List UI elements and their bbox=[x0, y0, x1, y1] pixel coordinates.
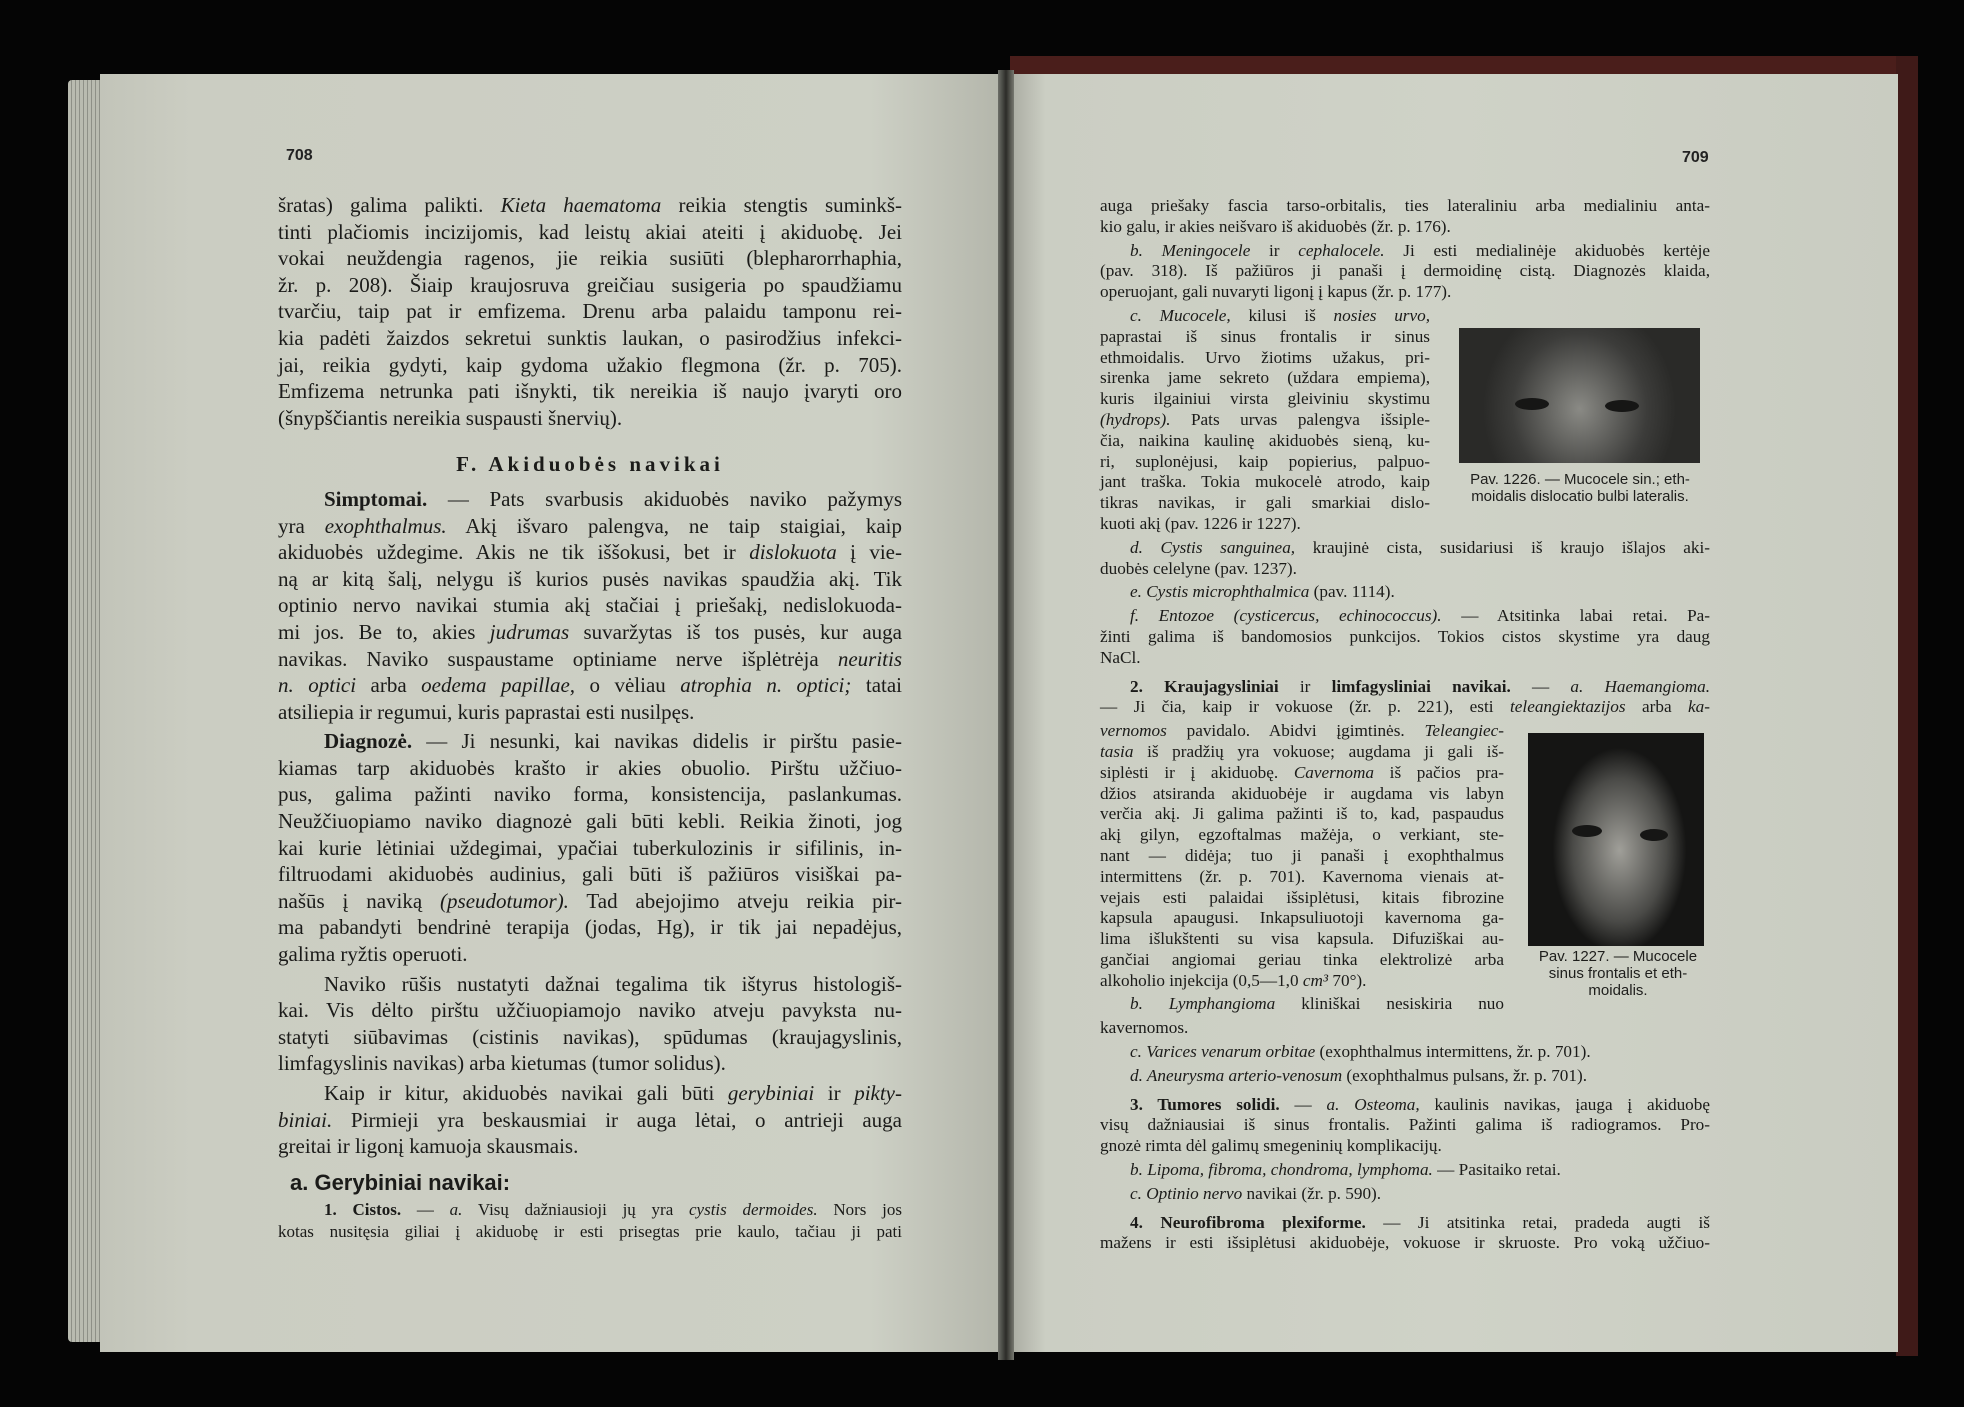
paragraph bbox=[1100, 1095, 1710, 1157]
text-run: intermittens (žr. p. 701). Kavernoma vienais at- bbox=[1100, 866, 1504, 886]
paragraph bbox=[278, 1080, 902, 1160]
text-line bbox=[1100, 1233, 1710, 1254]
italic-term: Teleangiec- bbox=[1424, 721, 1504, 741]
text-line bbox=[1100, 559, 1710, 580]
text-line bbox=[278, 1080, 902, 1107]
paragraph bbox=[1100, 582, 1710, 603]
italic-term: (hydrops). bbox=[1100, 409, 1171, 429]
text-run: kaulinis navikas, įauga į akiduobę bbox=[1419, 1094, 1710, 1114]
text-line bbox=[278, 971, 902, 998]
section-paragraphs bbox=[278, 486, 902, 1160]
text-run: auga priešaky fascia tarso-orbitalis, ties lateraliniu arba medialiniu anta- bbox=[1100, 196, 1710, 215]
text-line bbox=[1100, 327, 1430, 348]
text-run: Akį išvaro palengva, ne taip staigiai, kaip bbox=[446, 513, 902, 538]
text-run: pavidalo. Abidvi įgimtinės. bbox=[1166, 721, 1425, 741]
bold-term: 1. Cistos. bbox=[324, 1200, 402, 1220]
italic-term: tasia bbox=[1100, 741, 1134, 761]
figure-1227-caption bbox=[1522, 948, 1714, 999]
text-run: ir bbox=[1250, 240, 1299, 260]
paragraph bbox=[1100, 677, 1710, 719]
text-run: — Ji atsitinka retai, pradeda augti iš bbox=[1365, 1212, 1710, 1232]
text-line bbox=[278, 1050, 902, 1077]
text-run: NaCl. bbox=[1100, 647, 1141, 667]
italic-term: cephalocele. bbox=[1298, 240, 1385, 260]
text-line bbox=[278, 888, 902, 915]
text-line bbox=[278, 728, 902, 755]
paragraph bbox=[1100, 1066, 1710, 1087]
text-line bbox=[1100, 1018, 1710, 1039]
italic-term: b. Lipoma, fibroma, chondroma, lymphoma. bbox=[1130, 1160, 1433, 1180]
text-run: statyti siūbavimas (cistinis navikas), spūdumas (kraujagyslinis, bbox=[278, 1024, 902, 1049]
text-line bbox=[278, 755, 902, 782]
italic-term: (pseudotumor). bbox=[440, 888, 569, 913]
text-line bbox=[278, 486, 902, 513]
text-run: jai, reikia gydyti, kaip gydoma užakio flegmona (žr. p. 705). bbox=[278, 352, 902, 377]
text-run: Ji esti medialinėje akiduobės kertėje bbox=[1384, 240, 1711, 260]
paragraph bbox=[278, 728, 902, 967]
text-line bbox=[1100, 1136, 1710, 1157]
text-run: jant traška. Tokia mukocelė atrodo, kaip bbox=[1100, 472, 1430, 492]
paragraph bbox=[1100, 306, 1430, 535]
text-line bbox=[1100, 1213, 1710, 1234]
left-text-column bbox=[278, 189, 902, 1242]
text-block bbox=[1100, 1018, 1710, 1254]
text-line bbox=[1100, 846, 1504, 867]
paragraph bbox=[278, 1199, 902, 1242]
cavernoma-text-block bbox=[1100, 721, 1504, 1015]
paragraph bbox=[1100, 196, 1710, 238]
text-line bbox=[278, 861, 902, 888]
italic-term: dislokuota bbox=[749, 540, 837, 565]
text-run: mažens ir esti išsiplėtusi akiduobėje, vokuose ir skruoste. Pro voką užčiuo- bbox=[1100, 1233, 1710, 1253]
text-run: ri, suplonėjusi, kaip popierius, palpuo- bbox=[1100, 451, 1430, 471]
text-run: — Ji čia, kaip ir vokuose (žr. p. 221), esti bbox=[1100, 697, 1511, 717]
text-run: mi jos. Be to, akies bbox=[278, 619, 490, 644]
text-run: ma pabandyti bendrinė terapija (jodas, Hg), ir tik jai nepadėjus, bbox=[278, 915, 902, 940]
italic-term: n. optici bbox=[278, 673, 357, 698]
text-line bbox=[278, 405, 902, 432]
text-line bbox=[278, 245, 902, 272]
italic-term: exophthalmus. bbox=[324, 513, 447, 538]
text-line bbox=[1100, 493, 1430, 514]
text-run: į vie- bbox=[836, 540, 902, 565]
paragraph bbox=[1100, 1184, 1710, 1205]
text-line bbox=[278, 997, 902, 1024]
paragraph bbox=[1100, 1042, 1710, 1063]
text-line bbox=[1100, 804, 1504, 825]
text-run: — Pats svarbusis akiduobės naviko pažymys bbox=[427, 486, 902, 511]
italic-term: b. Meningocele bbox=[1130, 240, 1251, 260]
text-line bbox=[278, 219, 902, 246]
book-gutter bbox=[998, 70, 1014, 1360]
text-line bbox=[1100, 1042, 1710, 1063]
text-line bbox=[278, 619, 902, 646]
italic-term: judrumas bbox=[489, 619, 570, 644]
text-line bbox=[1100, 648, 1710, 669]
italic-term: Kieta haematoma bbox=[500, 193, 662, 217]
text-run: duobės celelyne (pav. 1237). bbox=[1100, 558, 1297, 578]
text-run: iš pačios pra- bbox=[1374, 762, 1504, 782]
page-number-right: 709 bbox=[1682, 149, 1709, 166]
text-run: (exophthalmus pulsans, žr. p. 701). bbox=[1342, 1065, 1587, 1085]
text-line bbox=[1100, 431, 1430, 452]
text-line bbox=[278, 914, 902, 941]
text-line bbox=[1100, 867, 1504, 888]
paragraph bbox=[1100, 1160, 1710, 1181]
text-run: kai. Vis dėlto pirštu užčiuopiamojo naviko atveju pavyksta nu- bbox=[278, 998, 902, 1023]
text-line bbox=[1100, 908, 1504, 929]
text-run: visų dažniausiai iš sinus frontalis. Pažinti galima iš radiogramos. Pro- bbox=[1100, 1115, 1710, 1135]
text-run: kuoti akį (pav. 1226 ir 1227). bbox=[1100, 513, 1301, 533]
text-line bbox=[1100, 606, 1710, 627]
text-run: arba bbox=[1625, 697, 1689, 717]
text-run: limfagyslinis navikas) arba kietumas (tumor solidus). bbox=[278, 1051, 726, 1076]
text-line bbox=[1100, 627, 1710, 648]
text-run: nant — didėja; tuo ji panaši į exophthalmus bbox=[1100, 845, 1504, 865]
paragraph bbox=[1100, 538, 1710, 580]
figure-1227-photo bbox=[1528, 733, 1704, 946]
text-run: siplėsti ir į akiduobę. bbox=[1100, 762, 1294, 782]
text-run: Pats urvas palengva išsiple- bbox=[1170, 409, 1430, 429]
text-line bbox=[1100, 971, 1504, 992]
section-heading: F. Akiduobės navikai bbox=[456, 452, 724, 477]
text-run: gnozė rimta dėl galimų smegeninių komplikacijų. bbox=[1100, 1136, 1442, 1156]
text-run: atsiliepia ir regumui, kuris paprastai esti nusilpęs. bbox=[278, 699, 695, 724]
bold-term: Diagnozė. bbox=[324, 729, 413, 754]
text-run: ethmoidalis. Urvo žiotims užakus, pri- bbox=[1100, 347, 1430, 367]
italic-term: b. Lymphangioma bbox=[1130, 994, 1276, 1014]
italic-term: cystis dermoides. bbox=[689, 1200, 818, 1220]
text-line bbox=[1100, 784, 1504, 805]
text-run: navikas. Naviko suspaustame optiniame nerve išplėtrėja bbox=[278, 646, 838, 671]
paragraph bbox=[1100, 994, 1504, 1015]
italic-term: c. Optinio nervo bbox=[1130, 1183, 1243, 1203]
text-run: pus, galima pažinti naviko forma, konsistencija, paslankumas. bbox=[278, 782, 902, 807]
intro-paragraphs bbox=[278, 192, 902, 431]
text-run: navikai (žr. p. 590). bbox=[1242, 1183, 1382, 1203]
bold-term: Simptomai. bbox=[324, 486, 428, 511]
text-line bbox=[1100, 1115, 1710, 1136]
text-run: kiamas tarp akiduobės krašto ir akies obuolio. Pirštu užčiuo- bbox=[278, 755, 902, 780]
text-run: tvarčiu, taip pat ir emfizema. Drenu arba palaidu tamponu rei- bbox=[278, 299, 902, 324]
paragraph bbox=[1100, 1213, 1710, 1255]
text-run: 70°). bbox=[1328, 970, 1367, 990]
italic-term: gerybiniai bbox=[727, 1081, 815, 1105]
text-line bbox=[1100, 261, 1710, 282]
paragraph bbox=[1100, 241, 1710, 303]
paragraph bbox=[1100, 1018, 1710, 1039]
text-line bbox=[1100, 582, 1710, 603]
text-line bbox=[278, 941, 902, 968]
text-run: iš pradžių yra vokuose; augdama ji gali iš- bbox=[1133, 741, 1504, 761]
italic-term: f. Entozoe (cysticercus, echinococcus). bbox=[1130, 606, 1442, 626]
subheading: a. Gerybiniai navikai: bbox=[290, 1169, 511, 1195]
italic-term: a. Osteoma, bbox=[1326, 1094, 1420, 1114]
text-run: filtruodami akiduobės audinius, gali būti iš pažiūros visiškai pa- bbox=[278, 862, 902, 887]
text-line bbox=[278, 672, 902, 699]
text-line bbox=[278, 1107, 902, 1134]
text-line bbox=[278, 352, 902, 379]
caption-line: sinus frontalis et eth- bbox=[1548, 965, 1688, 982]
text-run: — bbox=[1279, 1094, 1327, 1114]
bold-term: 2. Kraujagysliniai bbox=[1130, 676, 1279, 696]
text-line bbox=[278, 566, 902, 593]
italic-term: teleangiektazijos bbox=[1510, 697, 1626, 717]
text-line bbox=[278, 592, 902, 619]
italic-term: c. Varices venarum orbitae bbox=[1130, 1042, 1316, 1062]
text-run: verčia akį. Ji galima pažinti iš to, kad, paspaudus bbox=[1100, 804, 1504, 824]
text-run: — Ji nesunki, kai navikas didelis ir pirštu pasie- bbox=[412, 729, 902, 754]
text-run: Tad abejojimo atveju reikia pir- bbox=[568, 888, 902, 913]
italic-term: a. Haemangioma. bbox=[1570, 676, 1711, 696]
text-run: reikia stengtis suminkš- bbox=[661, 193, 903, 217]
text-run: šratas) galima palikti. bbox=[278, 193, 501, 217]
cysts-paragraph bbox=[278, 1199, 902, 1242]
text-run: kio galu, ir akies neišvaro iš akiduobės (žr. p. 176). bbox=[1100, 216, 1451, 236]
bold-term: 4. Neurofibroma plexiforme. bbox=[1130, 1212, 1366, 1232]
eye-mark bbox=[1640, 829, 1668, 841]
text-run: kraujinė cista, susidariusi iš kraujo išlajos aki- bbox=[1295, 537, 1710, 557]
text-run: alkoholio injekcija (0,5—1,0 bbox=[1100, 970, 1303, 990]
text-line bbox=[1100, 888, 1504, 909]
text-line bbox=[1100, 348, 1430, 369]
text-line bbox=[1100, 514, 1430, 535]
italic-term: ka- bbox=[1688, 697, 1710, 717]
text-line bbox=[278, 272, 902, 299]
text-run: kuris ilgainiui virsta gleiviniu skystimu bbox=[1100, 389, 1430, 409]
paragraph bbox=[1100, 606, 1710, 668]
text-run: arba bbox=[356, 673, 422, 698]
text-run: vokai neuždengia ragenos, jie reikia susiūti (blepharorrhaphia, bbox=[278, 246, 902, 271]
text-line bbox=[1100, 1095, 1710, 1116]
text-run: akį gilyn, egzoftalmas mažėja, o verkiant, ste- bbox=[1100, 825, 1504, 845]
paragraph bbox=[278, 192, 902, 431]
caption-line: moidalis. bbox=[1588, 982, 1648, 999]
paragraph bbox=[278, 971, 902, 1077]
italic-term: d. Cystis sanguinea, bbox=[1130, 537, 1296, 557]
text-line bbox=[278, 539, 902, 566]
italic-term: d. Aneurysma arterio-venosum bbox=[1130, 1065, 1343, 1085]
text-line bbox=[1100, 538, 1710, 559]
text-line bbox=[1100, 697, 1710, 718]
italic-term: oedema papillae, bbox=[421, 673, 576, 698]
text-line bbox=[278, 298, 902, 325]
text-line bbox=[1100, 389, 1430, 410]
text-line bbox=[278, 1221, 902, 1243]
text-line bbox=[278, 513, 902, 540]
figure-1226-photo bbox=[1459, 328, 1700, 463]
text-run: — bbox=[1510, 676, 1571, 696]
bold-term: limfagysliniai navikai. bbox=[1331, 676, 1511, 696]
text-run: kotas nusitęsia giliai į akiduobę ir esti prisegtas prie kaulo, tačiau ji pati bbox=[278, 1221, 902, 1241]
text-line bbox=[1100, 368, 1430, 389]
text-line bbox=[1100, 825, 1504, 846]
text-line bbox=[1100, 721, 1504, 742]
text-run: tatai bbox=[851, 673, 902, 698]
text-run: ir bbox=[814, 1081, 855, 1105]
text-run: džios atsiranda akiduobėje ir augdama vis labyn bbox=[1100, 783, 1504, 803]
text-run: operuojant, gali nuvaryti ligonį į kapus (žr. p. 177). bbox=[1100, 282, 1452, 302]
text-line bbox=[1100, 994, 1504, 1015]
text-run: (exophthalmus intermittens, žr. p. 701). bbox=[1315, 1042, 1591, 1062]
text-run: žinti galima iš bandomosios punkcijos. Tokios cistos skystime yra daug bbox=[1100, 626, 1710, 646]
text-line bbox=[278, 1199, 902, 1221]
text-line bbox=[1100, 241, 1710, 262]
text-run: Visų dažniausioji jų yra bbox=[462, 1200, 689, 1220]
book-cover-right bbox=[1896, 56, 1918, 1356]
italic-term: nosies urvo, bbox=[1333, 305, 1430, 325]
text-run: Kaip ir kitur, akiduobės navikai gali būti bbox=[324, 1081, 728, 1105]
text-run: našūs į naviką bbox=[278, 888, 441, 913]
text-run: yra bbox=[278, 513, 325, 538]
text-line bbox=[1100, 452, 1430, 473]
text-run: gančiai angiomai geriau tinka elektrolizė arba bbox=[1100, 949, 1504, 969]
eye-mark bbox=[1572, 825, 1602, 837]
text-run: kapsula apaugusi. Inkapsuliuotoji kavernoma ga- bbox=[1100, 908, 1504, 928]
caption-line: Pav. 1227. — Mucocele bbox=[1538, 948, 1698, 965]
italic-term: neuritis bbox=[837, 646, 902, 671]
text-run: kliniškai nesiskiria nuo bbox=[1275, 994, 1504, 1014]
italic-term: pikty- bbox=[854, 1081, 902, 1105]
text-run: kavernomos. bbox=[1100, 1018, 1189, 1038]
text-run: žr. p. 208). Šiaip kraujosruva greičiau susigeria po spaudžiamu bbox=[278, 272, 902, 297]
text-run: Naviko rūšis nustatyti dažnai tegalima tik ištyrus histologiš- bbox=[324, 971, 902, 996]
text-run: lima išlukštenti su visa kapsula. Difuziškai au- bbox=[1100, 929, 1504, 949]
text-run: Emfizema netrunka pati išnykti, tik nereikia iš naujo įvaryti oro bbox=[278, 379, 902, 404]
text-run: sirenka jame sekreto (uždara empiema), bbox=[1100, 368, 1430, 388]
text-run: akiduobės uždegime. Akis ne tik iššokusi, bet ir bbox=[278, 540, 750, 565]
text-block bbox=[1100, 538, 1710, 718]
text-line bbox=[1100, 410, 1430, 431]
text-run: ir bbox=[1278, 676, 1332, 696]
text-run: tikras navikas, ir gali smarkiai dislo- bbox=[1100, 493, 1430, 513]
text-line bbox=[1100, 742, 1504, 763]
text-run: Pirmieji yra beskausmiai ir auga lėtai, o antrieji auga bbox=[332, 1107, 902, 1132]
text-run: suvaržytas iš tos pusės, kur auga bbox=[569, 619, 902, 644]
text-run: — Pasitaiko retai. bbox=[1432, 1160, 1561, 1180]
text-line bbox=[278, 192, 902, 219]
text-run: — Atsitinka labai retai. Pa- bbox=[1441, 606, 1710, 626]
text-run: kilusi iš bbox=[1230, 305, 1334, 325]
text-run: kia padėti žaizdos sekretui sunktis laukan, o pasirodžius infekci- bbox=[278, 325, 902, 350]
text-block bbox=[1100, 196, 1710, 303]
text-run: paprastai iš sinus frontalis ir sinus bbox=[1100, 326, 1430, 346]
text-line bbox=[1100, 472, 1430, 493]
figure-1226-caption bbox=[1448, 471, 1712, 505]
text-line bbox=[1100, 1160, 1710, 1181]
paragraph bbox=[1100, 721, 1504, 991]
caption-line: Pav. 1226. — Mucocele sin.; eth- bbox=[1470, 471, 1690, 488]
text-run: vejais esti palaidai išsiplėtusi, kitais fibrozine bbox=[1100, 887, 1504, 907]
text-line bbox=[1100, 306, 1430, 327]
text-line bbox=[1100, 950, 1504, 971]
text-run: tinti plačiomis incizijomis, kad leistų akiai ateiti į akiduobę. Jei bbox=[278, 219, 902, 244]
text-line bbox=[1100, 677, 1710, 698]
text-line bbox=[1100, 217, 1710, 238]
italic-term: vernomos bbox=[1100, 721, 1167, 741]
text-run: ną ar kitą šalį, nelygu iš kurios pusės navikas spaudžia akį. Tik bbox=[278, 566, 902, 591]
text-line bbox=[1100, 1066, 1710, 1087]
italic-term: cm³ bbox=[1302, 970, 1329, 990]
text-line bbox=[1100, 282, 1710, 303]
text-run: — bbox=[401, 1200, 450, 1220]
page-number-left: 708 bbox=[286, 147, 313, 164]
caption-line: moidalis dislocatio bulbi lateralis. bbox=[1471, 488, 1689, 505]
text-line bbox=[278, 646, 902, 673]
text-line bbox=[1100, 929, 1504, 950]
text-run: Neužčiuopiamo naviko diagnozė gali būti kebli. Reikia žinoti, jog bbox=[278, 809, 902, 834]
text-line bbox=[278, 325, 902, 352]
text-run: optinio nervo navikai stumia akį stačiai į priešakį, nedislokuoda- bbox=[278, 593, 902, 618]
text-run: kai kurie lėtiniai uždegimai, ypačiai tuberkulozinis ir sifilinis, in- bbox=[278, 835, 902, 860]
text-line bbox=[1100, 1184, 1710, 1205]
text-line bbox=[278, 781, 902, 808]
text-run: galima ryžtis operuoti. bbox=[278, 942, 468, 967]
text-run: (šnypščiantis nereikia suspausti šnervių). bbox=[278, 405, 623, 430]
text-run: o vėliau bbox=[575, 673, 681, 698]
text-line bbox=[278, 808, 902, 835]
italic-term: a. bbox=[449, 1200, 463, 1220]
text-line bbox=[278, 699, 902, 726]
text-run: (pav. 1114). bbox=[1309, 582, 1395, 602]
text-line bbox=[1100, 196, 1710, 217]
italic-term: Cavernoma bbox=[1293, 762, 1375, 782]
text-line bbox=[278, 1024, 902, 1051]
text-line bbox=[278, 378, 902, 405]
italic-term: biniai. bbox=[278, 1107, 333, 1132]
text-line bbox=[278, 1133, 902, 1160]
eye-mark bbox=[1605, 400, 1639, 412]
eye-mark bbox=[1515, 398, 1549, 410]
bold-term: 3. Tumores solidi. bbox=[1130, 1094, 1280, 1114]
paragraph bbox=[278, 486, 902, 725]
italic-term: e. Cystis microphthalmica bbox=[1130, 582, 1310, 602]
text-run: čia, naikina kaulinę akiduobės sieną, ku- bbox=[1100, 430, 1430, 450]
text-line bbox=[1100, 763, 1504, 784]
mucocele-text-block bbox=[1100, 306, 1430, 535]
italic-term: c. Mucocele, bbox=[1130, 305, 1231, 325]
italic-term: atrophia n. optici; bbox=[680, 673, 852, 698]
text-run: Nors jos bbox=[817, 1200, 902, 1220]
text-line bbox=[278, 835, 902, 862]
book-cover-top bbox=[1010, 56, 1918, 76]
text-run: (pav. 318). Iš pažiūros ji panaši į dermoidinę cistą. Diagnozės klaida, bbox=[1100, 261, 1710, 281]
text-run: greitai ir ligonį kamuoja skausmais. bbox=[278, 1134, 579, 1159]
